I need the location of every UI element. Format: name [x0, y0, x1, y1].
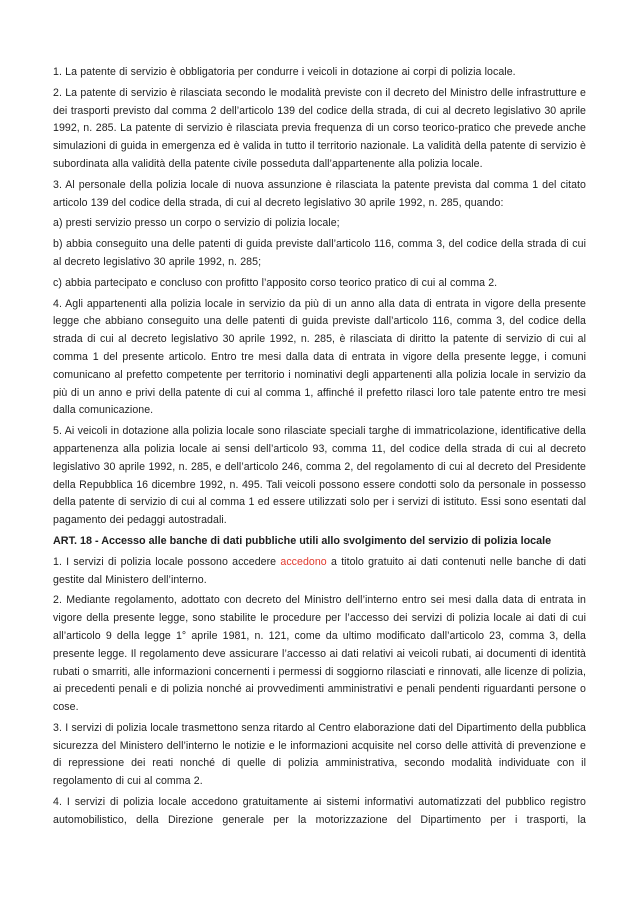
art18-comma-2: 2. Mediante regolamento, adottato con decreto del Ministro dell’interno entro sei mesi dalla data di entrata in vigore della presente legge, sono stabilite le procedure per l’accesso dei servizi di polizia locale ai dati di cui all’articolo 9 della legge 1° aprile 1981, n. 121, come da ultimo modificato dall’articolo 23, comma 3, della presente legge. Il regolamento deve assicurare l’accesso ai dati relativi ai veicoli rubati, ai documenti di identità rubati o smarriti, alle informazioni concernenti i permessi di soggiorno rilasciati e rinnovati, alle licenze di polizia, ai precedenti penali e di polizia nonché ai provvedimenti amministrativi e penali pendenti riguardanti persone o cose.	[53, 594, 586, 714]
art17-comma-2: 2. La patente di servizio è rilasciata secondo le modalità previste con il decreto del Ministro delle infrastrutture e dei trasporti previsto dal comma 2 dell’articolo 139 del codice della strada, di cui al decreto legislativo 30 aprile 1992, n. 285. La patente di servizio è rilasciata previa frequenza di un corso teorico-pratico che prevede anche simulazioni di guida in emergenza ed è valida in tutto il territorio nazionale. La validità della patente di servizio è subordinata alla validità della patente civile posseduta dall’appartenente alla polizia locale.	[53, 86, 586, 170]
inserted-revision-text: accedono	[280, 555, 327, 568]
art18-comma-3: 3. I servizi di polizia locale trasmettono senza ritardo al Centro elaborazione dati del Dipartimento della pubblica sicurezza del Ministero dell’interno le notizie e le informazioni acquisite nel corso delle attività di prevenzione e di repressione dei reati nonché di quelle di polizia amministrativa, secondo modalità individuate con il regolamento di cui al comma 2.	[53, 721, 586, 788]
art17-item-a: a) presti servizio presso un corpo o servizio di polizia locale;	[53, 217, 340, 230]
art17-comma-4: 4. Agli appartenenti alla polizia locale in servizio da più di un anno alla data di entrata in vigore della presente legge che abbiano conseguito una delle patenti di guida previste dall’articolo 116, comma 3, del codice della strada di cui al decreto legislativo 30 aprile 1992, n. 285, è rilasciata di diritto la patente di servizio di cui al comma 1 del presente articolo. Entro tre mesi dalla data di entrata in vigore della presente legge, i comuni comunicano al prefetto competente per territorio i nominativi degli appartenenti alla polizia locale in servizio da più di un anno e privi della patente di cui al comma 1, affinché il prefetto rilasci loro tale patente entro tre mesi dalla comunicazione.	[53, 297, 586, 417]
art17-item-b: b) abbia conseguito una delle patenti di guida previste dall’articolo 116, comma 3, del codice della strada di cui al decreto legislativo 30 aprile 1992, n. 285;	[53, 238, 586, 268]
art18-comma-4-partial: 4. I servizi di polizia locale accedono gratuitamente ai sistemi informativi automatizzati del pubblico registro automobilistico, della Direzione generale per la motorizzazione del Dipartimento per i trasporti, la	[53, 796, 586, 826]
art18-comma-1	[53, 554, 586, 590]
art17-comma-1: 1. La patente di servizio è obbligatoria per condurre i veicoli in dotazione ai corpi di polizia locale.	[53, 66, 516, 78]
article-18-heading: ART. 18 - Accesso alle banche di dati pubbliche utili allo svolgimento del servizio di polizia locale	[53, 534, 552, 547]
art17-comma-3: 3. Al personale della polizia locale di nuova assunzione è rilasciata la patente prevista dal comma 1 del citato articolo 139 del codice della strada, di cui al decreto legislativo 30 aprile 1992, n. 285, quando:	[53, 178, 586, 209]
art18-comma-1-text-before: 1. I servizi di polizia locale possono accedere	[53, 555, 277, 568]
art17-comma-5: 5. Ai veicoli in dotazione alla polizia locale sono rilasciate speciali targhe di immatricolazione, identificative della appartenenza alla polizia locale ai sensi dell’articolo 93, comma 11, del codice della strada di cui al decreto legislativo 30 aprile 1992, n. 285, e dell’articolo 246, comma 2, del regolamento di cui al decreto del Presidente della Repubblica 16 dicembre 1992, n. 495. Tali veicoli possono essere condotti solo da personale in possesso della patente di servizio di cui al comma 1 ed essere utilizzati solo per i servizi di istituto. Essi sono esentati dal pagamento dei pedaggi autostradali.	[53, 425, 586, 527]
art17-item-c: c) abbia partecipato e concluso con profitto l’apposito corso teorico pratico di cui al comma 2.	[53, 276, 498, 289]
art18-comma-1-text-after: a titolo gratuito ai dati contenuti nelle banche di dati gestite dal Ministero dell’interno.	[53, 555, 586, 586]
